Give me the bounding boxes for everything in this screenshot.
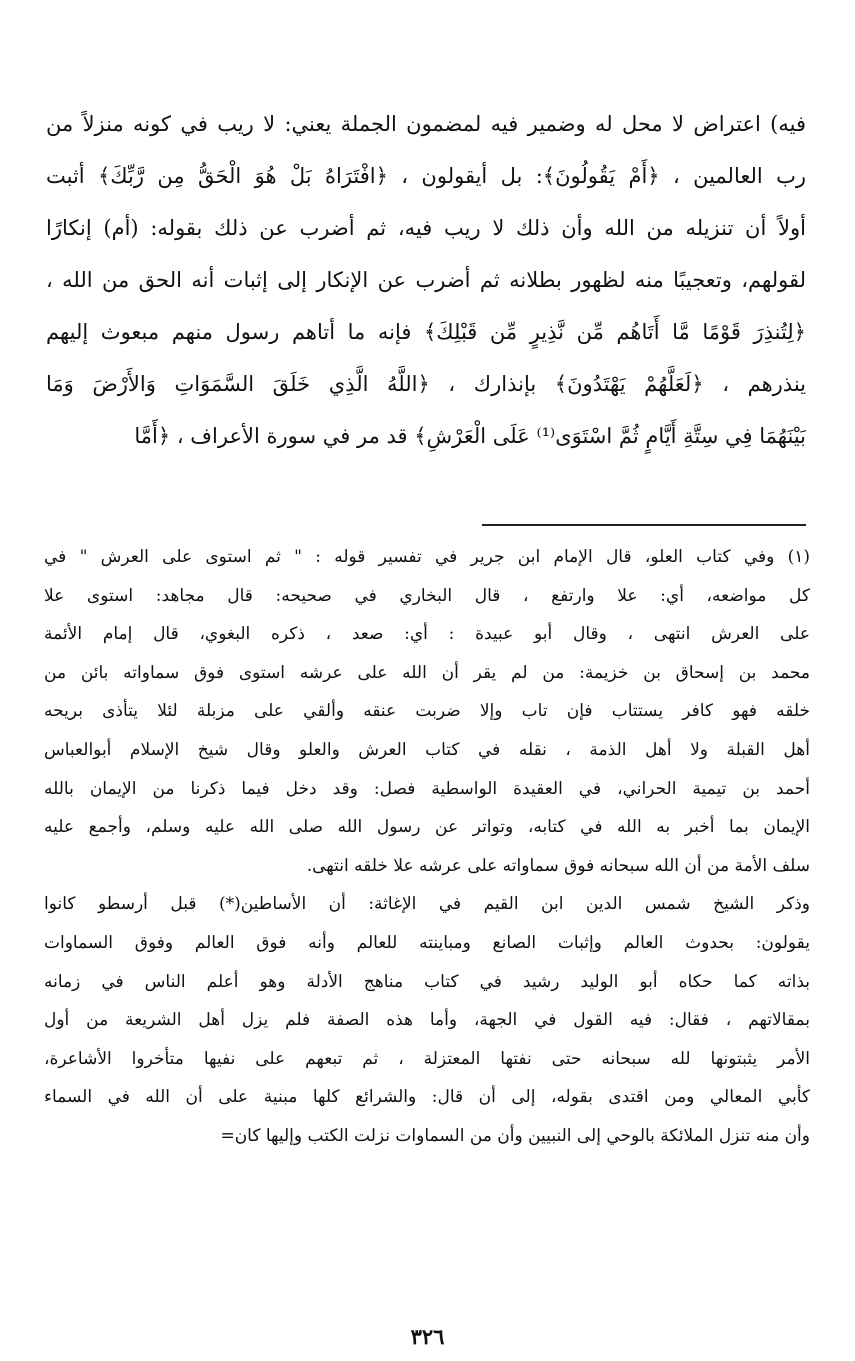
main-text-line: فيه) اعتراض لا محل له وضمير فيه لمضمون الجملة يعني: لا ريب في كونه منزلاً من xyxy=(46,112,806,136)
main-text-line: ينذرهم ، ﴿لَعَلَّهُمْ يَهْتَدُونَ﴾ بإنذارك ، ﴿اللَّهُ الَّذِي خَلَقَ السَّمَوَاتِ وَالأَرْضَ وَمَا xyxy=(46,372,806,396)
footnote-line: أحمد بن تيمية الحراني، في العقيدة الواسطية فصل: وقد دخل فيما ذكرنا من الإيمان بالله xyxy=(44,778,810,799)
footnote-line: وأن منه تنزل الملائكة بالوحي إلى النبيين وأن من السماوات نزلت الكتب وإليها كان= xyxy=(220,1125,810,1146)
footnote-line: (١) وفي كتاب العلو، قال الإمام ابن جرير في تفسير قوله : " ثم استوى على العرش " في xyxy=(44,547,810,567)
footnote-line: على العرش انتهى ، وقال أبو عبيدة : أي: صعد ، ذكره البغوي، قال إمام الأئمة xyxy=(44,624,810,645)
footnote-line: محمد بن إسحاق بن خزيمة: من لم يقر أن الله على عرشه استوى فوق سماواته بائن من xyxy=(44,662,810,683)
footnote-line: سلف الأمة من أن الله سبحانه فوق سماواته على عرشه علا خلقه انتهى. xyxy=(306,855,810,876)
page-number: ٣٢٦ xyxy=(410,1324,445,1349)
footnote-line: يقولون: بحدوث العالم وإثبات الصانع ومباينته للعالم وأنه فوق العالم وفوق السماوات xyxy=(44,932,810,953)
main-text-line: ﴿لِتُنذِرَ قَوْمًا مَّا أَتَاهُم مِّن نَّذِيرٍ مِّن قَبْلِكَ﴾ فإنه ما أتاهم رسول منهم مبعوث إليهم xyxy=(46,320,806,344)
main-text-block xyxy=(46,98,806,462)
footnote-block xyxy=(44,538,810,1156)
main-text-line: أولاً أن تنزيله من الله وأن ذلك لا ريب فيه، ثم أضرب عن ذلك بقوله: (أم) إنكارًا xyxy=(46,216,806,240)
main-text-line: لقولهم، وتعجيبًا منه لظهور بطلانه ثم أضرب عن الإنكار إلى إثبات أنه الحق من الله ، xyxy=(46,268,806,292)
footnote-line: الأمر يثبتونها لله سبحانه حتى نفتها المعتزلة ، ثم تبعهم على نفيها متأخروا الأشاعرة، xyxy=(44,1048,810,1069)
main-text-line: بَيْنَهُمَا فِي سِتَّةِ أَيَّامٍ ثُمَّ اسْتَوَى⁽¹⁾ عَلَى الْعَرْشِ﴾ قد مر في سورة الأعراف ، ﴿أَمَّا xyxy=(134,424,806,448)
footnote-line: بمقالاتهم ، فقال: فيه القول في الجهة، وأما هذه الصفة فلم يزل أهل الشريعة من أول xyxy=(44,1010,810,1031)
footnote-line: أهل القبلة ولا أهل الذمة ، نقله في كتاب العرش والعلو وقال شيخ الإسلام أبوالعباس xyxy=(44,739,810,760)
footnote-separator xyxy=(482,524,806,526)
footnote-line: بذاته كما حكاه أبو الوليد رشيد في كتاب مناهج الأدلة وهو أعلم الناس في زمانه xyxy=(44,971,810,992)
footnote-line: كل مواضعه، أي: علا وارتفع ، قال البخاري في صحيحه: قال مجاهد: استوى علا xyxy=(44,585,810,606)
footnote-line: كأبي المعالي ومن اقتدى بقوله، إلى أن قال: والشرائع كلها مبنية على أن الله في السماء xyxy=(44,1087,810,1108)
footnote-line: الإيمان بما أخبر به الله في كتابه، وتواتر عن رسول الله صلى الله عليه وسلم، وأجمع عليه xyxy=(44,817,810,838)
footnote-line: وذكر الشيخ شمس الدين ابن القيم في الإغاثة: أن الأساطين(*) قبل أرسطو كانوا xyxy=(44,894,810,915)
main-text-line: رب العالمين ، ﴿أَمْ يَقُولُونَ﴾: بل أيقولون ، ﴿افْتَرَاهُ بَلْ هُوَ الْحَقُّ مِن رَّبِّكَ﴾ أثبت xyxy=(46,164,806,188)
footnote-line: خلقه فهو كافر يستتاب فإن تاب وإلا ضربت عنقه وألقي على مزبلة لئلا يتأذى بريحه xyxy=(44,701,810,722)
